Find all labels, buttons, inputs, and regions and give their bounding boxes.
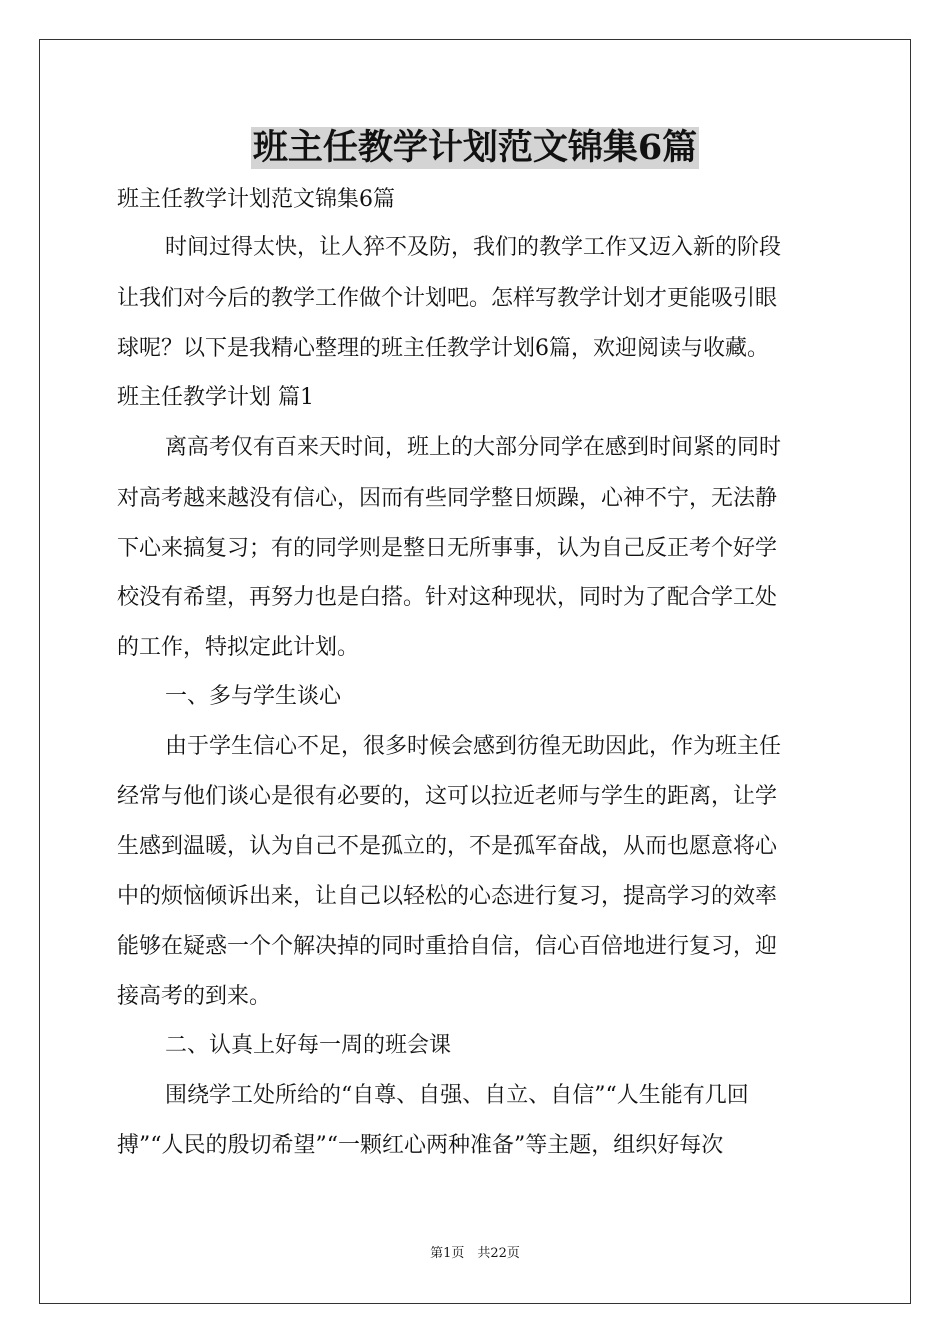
paragraph-line: 中的烦恼倾诉出来，让自己以轻松的心态进行复习，提高学习的效率 [117, 884, 778, 909]
paragraph-line: 校没有希望，再努力也是白搭。针对这种现状，同时为了配合学工处 [117, 585, 778, 610]
paragraph-line: 接高考的到来。 [117, 984, 272, 1009]
page-footer: 第1页 共22页 [430, 1246, 520, 1261]
paragraph-line: 搏”“人民的殷切希望”“一颗红心两种准备”等主题，组织好每次 [117, 1133, 724, 1158]
paragraph-line: 下心来搞复习；有的同学则是整日无所事事，认为自己反正考个好学 [117, 536, 778, 561]
paragraph-line: 球呢？以下是我精心整理的班主任教学计划6篇，欢迎阅读与收藏。 [117, 336, 769, 361]
subtitle-line: 班主任教学计划范文锦集6篇 [117, 187, 395, 212]
section-heading: 班主任教学计划 篇1 [117, 385, 314, 410]
paragraph-line: 让我们对今后的教学工作做个计划吧。怎样写教学计划才更能吸引眼 [117, 286, 778, 311]
paragraph-line: 离高考仅有百来天时间，班上的大部分同学在感到时间紧的同时 [165, 435, 782, 460]
paragraph-line: 能够在疑惑一个个解决掉的同时重拾自信，信心百倍地进行复习，迎 [117, 934, 778, 959]
paragraph-line: 围绕学工处所给的“自尊、自强、自立、自信”“人生能有几回 [165, 1083, 749, 1108]
paragraph-line: 对高考越来越没有信心，因而有些同学整日烦躁，心神不宁，无法静 [117, 486, 778, 511]
document-title: 班主任教学计划范文锦集6篇 [252, 127, 698, 168]
paragraph-line: 时间过得太快，让人猝不及防，我们的教学工作又迈入新的阶段 [165, 235, 782, 260]
subsection-heading: 二、认真上好每一周的班会课 [165, 1033, 452, 1058]
paragraph-line: 的工作，特拟定此计划。 [117, 635, 360, 660]
paragraph-line: 经常与他们谈心是很有必要的，这可以拉近老师与学生的距离，让学 [117, 784, 778, 809]
title-wrapper [0, 127, 950, 169]
paragraph-line: 由于学生信心不足，很多时候会感到彷徨无助因此，作为班主任 [165, 734, 782, 759]
page-border [39, 39, 911, 1304]
subsection-heading: 一、多与学生谈心 [165, 684, 342, 709]
paragraph-line: 生感到温暖，认为自己不是孤立的，不是孤军奋战，从而也愿意将心 [117, 834, 778, 859]
